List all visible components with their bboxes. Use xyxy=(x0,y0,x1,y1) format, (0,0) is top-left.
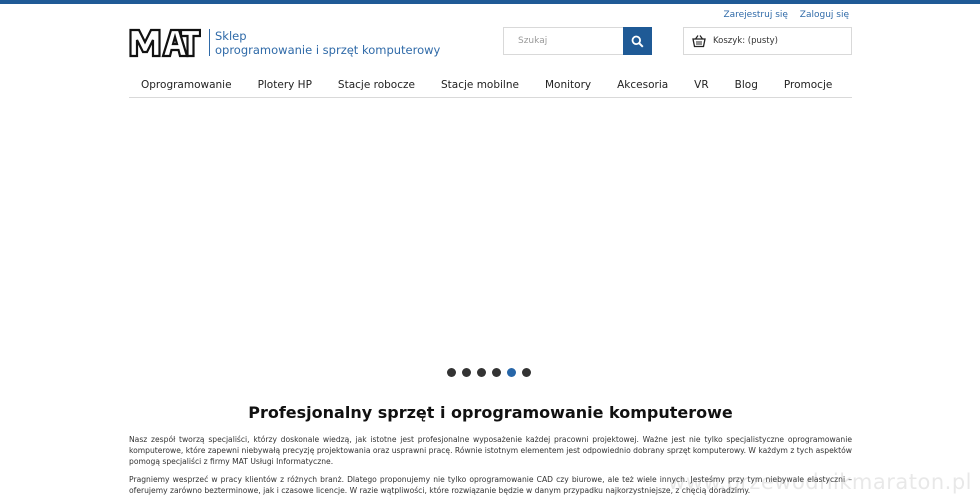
slider-dot[interactable] xyxy=(447,368,456,377)
nav-item-oprogramowanie[interactable]: Oprogramowanie xyxy=(141,78,232,91)
slider-dot[interactable] xyxy=(477,368,486,377)
cart-button[interactable] xyxy=(683,27,852,55)
site-logo[interactable] xyxy=(129,28,201,58)
site-tagline xyxy=(215,29,440,57)
slider-pagination xyxy=(447,368,537,377)
logo-divider xyxy=(209,29,210,56)
search-box xyxy=(503,27,652,55)
watermark: www.przewodnikmaraton.pl xyxy=(668,470,972,494)
nav-item-plotery-hp[interactable]: Plotery HP xyxy=(257,78,312,91)
search-icon xyxy=(631,35,644,48)
top-accent-bar xyxy=(0,0,980,4)
register-link[interactable]: Zarejestruj się xyxy=(723,10,788,20)
nav-item-akcesoria[interactable]: Akcesoria xyxy=(617,78,669,91)
slider-dot[interactable] xyxy=(492,368,501,377)
nav-item-blog[interactable]: Blog xyxy=(734,78,758,91)
slider-dot[interactable] xyxy=(462,368,471,377)
page-headline: Profesjonalny sprzęt i oprogramowanie komputerowe xyxy=(248,403,733,422)
slider-dot[interactable] xyxy=(522,368,531,377)
cart-label: Koszyk: (pusty) xyxy=(713,36,778,46)
tagline-line-1: Sklep xyxy=(215,29,247,43)
tagline-line-2: oprogramowanie i sprzęt komputerowy xyxy=(215,43,441,57)
search-button[interactable] xyxy=(623,27,652,55)
slider-dot[interactable] xyxy=(507,368,516,377)
nav-item-promocje[interactable]: Promocje xyxy=(783,78,833,91)
nav-item-stacje-robocze[interactable]: Stacje robocze xyxy=(337,78,415,91)
account-links xyxy=(714,10,849,20)
nav-item-monitory[interactable]: Monitory xyxy=(544,78,592,91)
nav-item-vr[interactable]: VR xyxy=(694,78,709,91)
intro-paragraph-2: Pragniemy wesprzeć w pracy klientów z różnych branż. Dlatego proponujemy nie tylko oprogramowanie CAD czy biurowe, ale też wiele innych. Jesteśmy przy tym niebywale elastyczni – oferujemy zarówno bezterminowe, jak i czasowe licencje. W razie wątpliwości, które rozwiązanie będzie w danym przypadku najkorzystniejsze, z chęcią doradzimy. xyxy=(129,475,852,495)
search-input[interactable] xyxy=(504,28,624,54)
hero-slider[interactable] xyxy=(129,99,852,361)
main-nav xyxy=(129,74,852,98)
login-link[interactable]: Zaloguj się xyxy=(799,10,849,20)
basket-icon xyxy=(691,34,707,48)
nav-item-stacje-mobilne[interactable]: Stacje mobilne xyxy=(440,78,519,91)
intro-paragraph-1: Nasz zespół tworzą specjaliści, którzy doskonale wiedzą, jak istotne jest profesjonalne wyposażenie każdej pracowni projektowej. Ważne jest nie tylko specjalistyczne oprogramowanie komputerowe, które zapewni niebywałą precyzję projektowania oraz usprawni pracę. Równie istotnym elementem jest odpowiednio dobrany sprzęt komputerowy. W każdym z tych aspektów pomogą specjaliści z firmy MAT Usługi Informatyczne. xyxy=(129,435,852,466)
